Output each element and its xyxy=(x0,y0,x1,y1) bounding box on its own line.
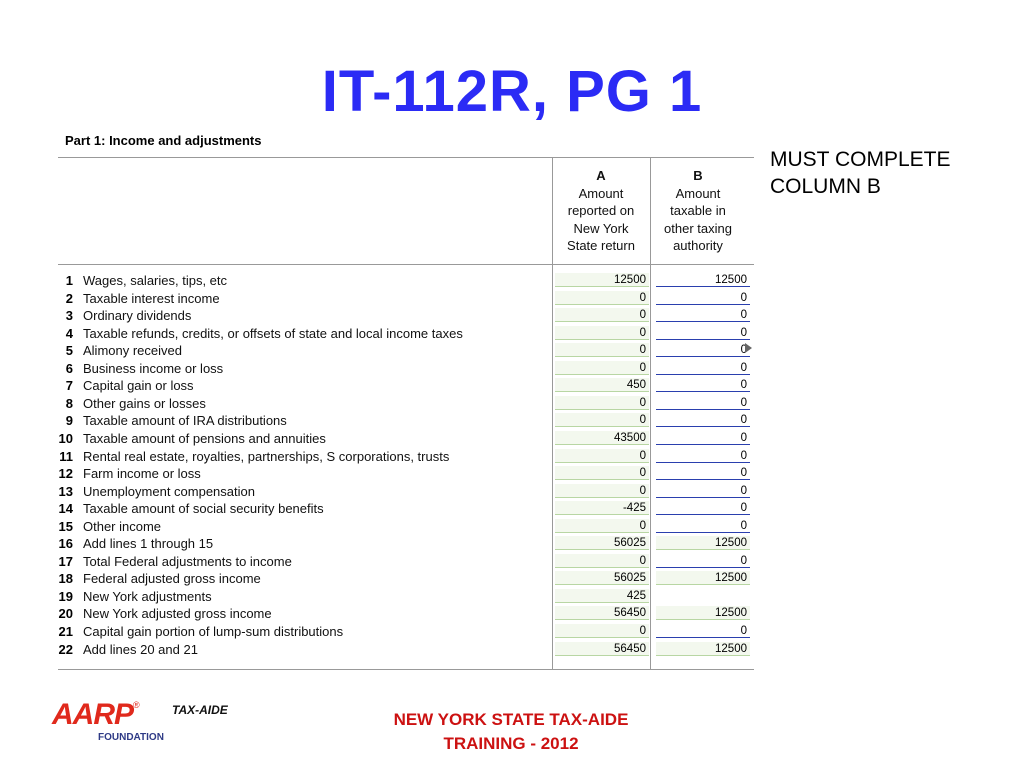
column-b-field[interactable]: 0 xyxy=(656,431,750,445)
line-description: Taxable amount of social security benefits xyxy=(83,501,324,517)
line-number: 9 xyxy=(65,413,73,429)
column-a-field[interactable]: 0 xyxy=(555,519,649,533)
table-row xyxy=(55,395,755,413)
column-a-line: Amount xyxy=(578,185,624,201)
column-a-field[interactable]: 12500 xyxy=(555,273,649,287)
column-a-field[interactable]: 0 xyxy=(555,554,649,568)
column-a-field[interactable]: 0 xyxy=(555,413,649,427)
column-a-field[interactable]: 0 xyxy=(555,361,649,375)
line-number: 5 xyxy=(65,343,73,359)
column-a-field[interactable]: 0 xyxy=(555,308,649,322)
line-description: Wages, salaries, tips, etc xyxy=(83,273,228,288)
column-a-field[interactable]: 43500 xyxy=(555,431,649,445)
table-row xyxy=(55,360,755,378)
column-b-field[interactable]: 0 xyxy=(656,624,750,638)
line-number: 10 xyxy=(58,430,73,446)
table-row xyxy=(55,430,755,448)
line-description: Total Federal adjustments to income xyxy=(83,553,292,569)
line-description: Ordinary dividends xyxy=(83,308,192,324)
trademark-mark: ® xyxy=(133,700,140,710)
column-a-field[interactable]: 0 xyxy=(555,396,649,410)
column-b-field[interactable]: 0 xyxy=(656,449,750,463)
line-number: 14 xyxy=(58,501,73,517)
line-description: Farm income or loss xyxy=(83,466,201,482)
column-b-field[interactable]: 12500 xyxy=(656,536,750,550)
line-number: 18 xyxy=(58,571,73,587)
column-b-field[interactable]: 0 xyxy=(656,554,750,568)
footer-line: NEW YORK STATE TAX-AIDE xyxy=(393,710,629,729)
line-number: 15 xyxy=(58,518,73,534)
column-b-header xyxy=(652,167,744,255)
column-a-header xyxy=(554,167,648,255)
line-description: Add lines 20 and 21 xyxy=(83,641,198,657)
line-number: 22 xyxy=(58,641,73,657)
line-number: 16 xyxy=(58,536,73,552)
line-description: Capital gain or loss xyxy=(83,378,194,394)
table-row xyxy=(55,641,755,659)
table-row xyxy=(55,605,755,623)
column-a-field[interactable]: 0 xyxy=(555,466,649,480)
column-b-line: taxable in xyxy=(670,203,726,218)
column-b-field[interactable]: 0 xyxy=(656,378,750,392)
table-row xyxy=(55,483,755,501)
line-number: 21 xyxy=(58,624,73,639)
line-number: 19 xyxy=(58,588,73,604)
column-b-field[interactable]: 0 xyxy=(656,519,750,533)
table-row xyxy=(55,570,755,588)
table-row xyxy=(55,412,755,430)
column-a-field[interactable]: 56025 xyxy=(555,571,649,585)
column-a-field[interactable]: 0 xyxy=(555,343,649,357)
slide-title: IT-112R, PG 1 xyxy=(321,59,703,124)
table-row xyxy=(55,290,755,308)
column-b-field[interactable] xyxy=(656,589,750,603)
table-row xyxy=(55,377,755,395)
column-a-field[interactable]: 56025 xyxy=(555,536,649,550)
column-a-field[interactable]: 56450 xyxy=(555,606,649,620)
line-description: Capital gain portion of lump-sum distributions xyxy=(83,624,344,639)
line-description: Taxable interest income xyxy=(83,290,220,306)
column-b-field[interactable]: 12500 xyxy=(656,273,750,287)
table-row xyxy=(55,325,755,343)
line-number: 1 xyxy=(65,273,73,288)
line-description: Other gains or losses xyxy=(83,395,206,411)
column-b-field[interactable]: 0 xyxy=(656,466,750,480)
line-description: New York adjusted gross income xyxy=(83,606,272,622)
column-b-field[interactable]: 0 xyxy=(656,413,750,427)
footer-line: TRAINING - 2012 xyxy=(443,734,579,753)
table-bottom-border xyxy=(58,669,754,670)
table-row xyxy=(55,553,755,571)
column-a-field[interactable]: 56450 xyxy=(555,642,649,656)
column-b-field[interactable]: 0 xyxy=(656,308,750,322)
line-number: 12 xyxy=(58,466,73,482)
column-b-field[interactable]: 12500 xyxy=(656,642,750,656)
line-description: Unemployment compensation xyxy=(83,483,255,499)
column-a-line: New York xyxy=(573,220,629,236)
column-b-line: authority xyxy=(673,238,723,253)
column-a-field[interactable]: -425 xyxy=(555,501,649,515)
line-description: Taxable amount of pensions and annuities xyxy=(83,430,326,446)
line-description: Add lines 1 through 15 xyxy=(83,536,214,552)
line-number: 17 xyxy=(58,553,73,569)
line-number: 2 xyxy=(65,290,73,306)
line-description: Federal adjusted gross income xyxy=(83,571,261,587)
column-a-field[interactable]: 0 xyxy=(555,624,649,638)
column-b-line: other taxing xyxy=(664,220,732,236)
table-row xyxy=(55,518,755,536)
line-number: 20 xyxy=(58,606,73,622)
line-description: Business income or loss xyxy=(83,360,224,376)
table-row xyxy=(55,465,755,483)
column-a-line: State return xyxy=(567,238,635,253)
column-b-field[interactable]: 0 xyxy=(656,361,750,375)
table-row xyxy=(55,307,755,325)
column-b-field[interactable]: 0 xyxy=(656,484,750,498)
line-description: Taxable amount of IRA distributions xyxy=(83,413,287,429)
column-a-letter: A xyxy=(596,168,606,183)
table-row xyxy=(55,448,755,466)
column-b-letter: B xyxy=(693,168,703,183)
line-number: 4 xyxy=(65,325,73,341)
column-b-field[interactable]: 0 xyxy=(656,326,750,340)
note-line: COLUMN B xyxy=(770,175,881,198)
line-number: 8 xyxy=(65,395,73,411)
column-a-field[interactable]: 0 xyxy=(555,484,649,498)
column-b-field[interactable]: 12500 xyxy=(656,571,750,585)
column-b-field[interactable]: 0 xyxy=(656,291,750,305)
aarp-foundation-logo xyxy=(52,698,164,743)
column-b-field[interactable]: 12500 xyxy=(656,606,750,620)
table-row xyxy=(55,588,755,606)
column-a-field[interactable]: 0 xyxy=(555,326,649,340)
line-number: 7 xyxy=(65,378,73,394)
field-pointer-icon xyxy=(745,343,752,353)
table-row xyxy=(55,272,755,290)
table-row xyxy=(55,623,755,641)
column-a-field[interactable]: 0 xyxy=(555,291,649,305)
table-row xyxy=(55,535,755,553)
instruction-note xyxy=(770,146,950,200)
column-a-field[interactable]: 425 xyxy=(555,589,649,603)
foundation-label: FOUNDATION xyxy=(98,732,164,743)
line-description: Rental real estate, royalties, partnerships, S corporations, trusts xyxy=(83,448,450,464)
line-number: 11 xyxy=(59,448,73,464)
aarp-wordmark: AARP xyxy=(52,698,134,731)
line-description: Taxable refunds, credits, or offsets of state and local income taxes xyxy=(83,325,463,341)
line-description: New York adjustments xyxy=(83,588,212,604)
column-a-line: reported on xyxy=(567,203,635,218)
column-a-field[interactable]: 450 xyxy=(555,378,649,392)
line-number: 3 xyxy=(65,308,73,324)
part-title: Part 1: Income and adjustments xyxy=(65,133,262,148)
column-a-field[interactable]: 0 xyxy=(555,449,649,463)
line-description: Alimony received xyxy=(83,343,182,359)
note-line: MUST COMPLETE xyxy=(770,148,951,171)
column-b-field[interactable]: 0 xyxy=(656,501,750,515)
footer xyxy=(330,708,692,756)
line-description: Other income xyxy=(83,518,162,534)
column-b-field[interactable]: 0 xyxy=(656,343,750,357)
tax-aide-label: TAX-AIDE xyxy=(172,703,228,717)
table-row xyxy=(55,342,755,360)
line-number: 13 xyxy=(58,483,73,499)
line-number: 6 xyxy=(65,360,73,376)
column-b-field[interactable]: 0 xyxy=(656,396,750,410)
table-row xyxy=(55,500,755,518)
column-b-line: Amount xyxy=(675,185,721,201)
